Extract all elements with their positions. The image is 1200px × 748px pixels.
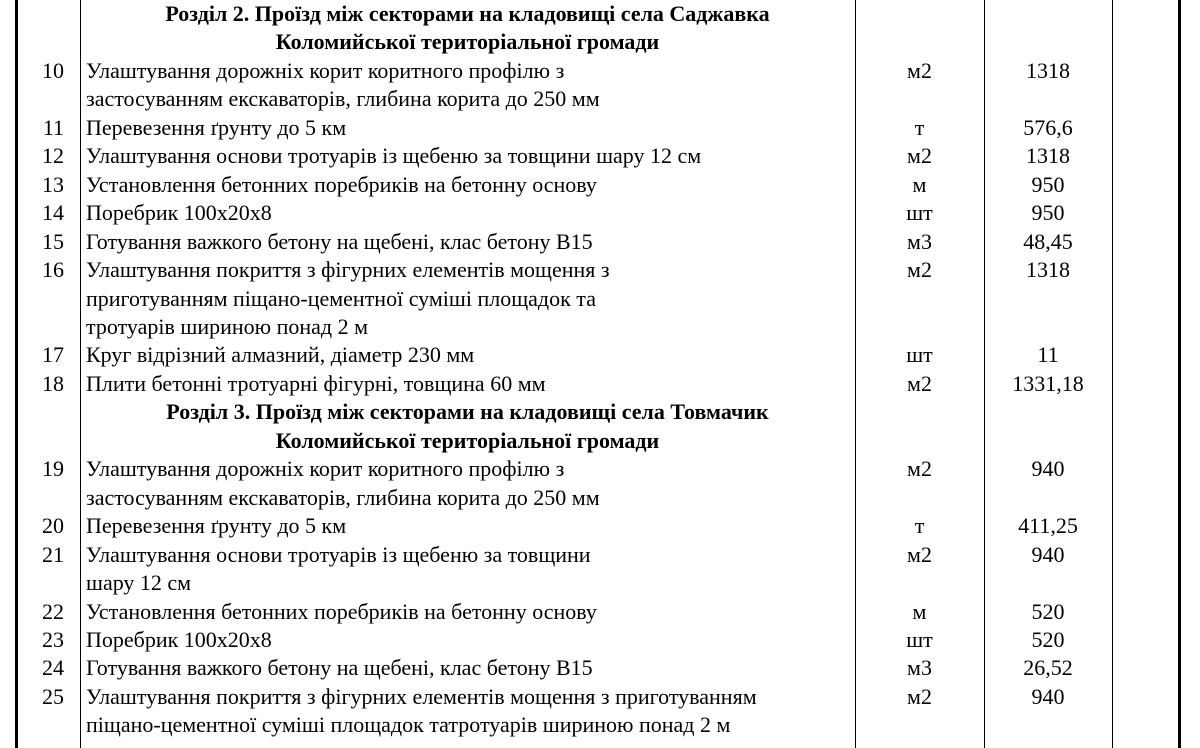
unit-of-measure: м2 xyxy=(907,456,932,482)
table-row xyxy=(0,171,1200,199)
quantity: 940 xyxy=(1031,683,1065,709)
unit-of-measure: м xyxy=(912,598,927,624)
work-description xyxy=(80,541,855,598)
work-description xyxy=(80,654,855,682)
table-row xyxy=(0,142,1200,170)
description-line: Установлення бетонних поребриків на бетонну основу xyxy=(86,598,597,624)
table-row xyxy=(0,598,1200,626)
work-description xyxy=(80,171,855,199)
unit-of-measure: м2 xyxy=(907,541,932,567)
description-line: Перевезення ґрунту до 5 км xyxy=(86,114,347,140)
work-description xyxy=(80,512,855,540)
row-number: 20 xyxy=(42,513,64,539)
quantity: 950 xyxy=(1031,200,1065,226)
work-description xyxy=(80,199,855,227)
quantity: 940 xyxy=(1031,541,1065,567)
work-description xyxy=(80,57,855,114)
table-row xyxy=(0,683,1200,740)
description-line: Улаштування основи тротуарів із щебеню за товщини шару 12 см xyxy=(86,143,702,169)
quantity: 1318 xyxy=(1026,257,1070,283)
table-row xyxy=(0,370,1200,398)
unit-of-measure: шт xyxy=(906,626,933,652)
work-description xyxy=(80,683,855,740)
description-line: тротуарів шириною понад 2 м xyxy=(86,313,369,339)
work-description xyxy=(80,256,855,341)
table-row xyxy=(0,654,1200,682)
quantity: 411,25 xyxy=(1018,513,1078,539)
quantity: 940 xyxy=(1031,456,1065,482)
description-line: Улаштування покриття з фігурних елементів мощення з приготуванням xyxy=(86,683,757,709)
quantity: 576,6 xyxy=(1023,114,1073,140)
quantity: 1331,18 xyxy=(1012,370,1084,396)
row-number: 22 xyxy=(42,598,64,624)
row-number: 25 xyxy=(42,683,64,709)
quantity: 950 xyxy=(1031,171,1065,197)
row-number: 24 xyxy=(42,655,64,681)
section-title-line: Коломийської територіальної громади xyxy=(275,29,660,55)
description-line: Готування важкого бетону на щебені, клас бетону В15 xyxy=(86,655,593,681)
section-header xyxy=(0,0,1200,57)
work-description xyxy=(80,142,855,170)
row-number: 12 xyxy=(42,143,64,169)
unit-of-measure: м xyxy=(912,171,927,197)
quantity: 26,52 xyxy=(1023,655,1073,681)
unit-of-measure: м2 xyxy=(907,143,932,169)
unit-of-measure: м2 xyxy=(907,257,932,283)
section-title-line: Розділ 2. Проїзд між секторами на кладовищі села Саджавка xyxy=(165,1,770,26)
description-line: застосуванням екскаваторів, глибина корита до 250 мм xyxy=(86,86,600,112)
work-description xyxy=(80,341,855,369)
table-row xyxy=(0,57,1200,114)
unit-of-measure: шт xyxy=(906,342,933,368)
description-line: Установлення бетонних поребриків на бетонну основу xyxy=(86,171,597,197)
table-row xyxy=(0,341,1200,369)
description-line: Поребрик 100х20х8 xyxy=(86,200,272,226)
row-number: 15 xyxy=(42,228,64,254)
row-number: 17 xyxy=(42,342,64,368)
quantity: 1318 xyxy=(1026,57,1070,83)
table-row xyxy=(0,228,1200,256)
description-line: приготуванням піщано-цементної суміші площадок та xyxy=(86,285,596,311)
section-title-line: Коломийської територіальної громади xyxy=(275,427,660,453)
row-number: 14 xyxy=(42,200,64,226)
row-number: 11 xyxy=(42,114,64,140)
description-line: Улаштування основи тротуарів із щебеню за товщини xyxy=(86,541,591,567)
quantity: 520 xyxy=(1031,598,1065,624)
description-line: піщано-цементної суміші площадок татротуарів шириною понад 2 м xyxy=(86,712,731,738)
section-title xyxy=(80,398,855,455)
work-description xyxy=(80,455,855,512)
table-row xyxy=(0,541,1200,598)
unit-of-measure: т xyxy=(914,513,925,539)
row-number: 21 xyxy=(42,541,64,567)
row-number: 10 xyxy=(42,57,64,83)
description-line: Улаштування покриття з фігурних елементів мощення з xyxy=(86,257,610,283)
section-header xyxy=(0,398,1200,455)
table-row xyxy=(0,199,1200,227)
unit-of-measure: т xyxy=(914,114,925,140)
description-line: Улаштування дорожніх корит коритного профілю з xyxy=(86,456,565,482)
row-number: 19 xyxy=(42,456,64,482)
quantity: 48,45 xyxy=(1023,228,1073,254)
table-row xyxy=(0,256,1200,341)
description-line: Поребрик 100х20х8 xyxy=(86,626,272,652)
table-row xyxy=(0,114,1200,142)
table-row xyxy=(0,455,1200,512)
unit-of-measure: м3 xyxy=(907,228,932,254)
unit-of-measure: м3 xyxy=(907,655,932,681)
unit-of-measure: шт xyxy=(906,200,933,226)
description-line: Плити бетонні тротуарні фігурні, товщина 60 мм xyxy=(86,370,546,396)
section-title xyxy=(80,0,855,57)
unit-of-measure: м2 xyxy=(907,683,932,709)
row-number: 18 xyxy=(42,370,64,396)
unit-of-measure: м2 xyxy=(907,57,932,83)
table-row xyxy=(0,512,1200,540)
description-line: Готування важкого бетону на щебені, клас бетону В15 xyxy=(86,228,593,254)
quantity: 11 xyxy=(1037,342,1059,368)
work-description xyxy=(80,370,855,398)
quantity: 1318 xyxy=(1026,143,1070,169)
unit-of-measure: м2 xyxy=(907,370,932,396)
description-line: шару 12 см xyxy=(86,570,192,596)
work-description xyxy=(80,228,855,256)
work-description xyxy=(80,598,855,626)
row-number: 23 xyxy=(42,626,64,652)
description-line: Улаштування дорожніх корит коритного профілю з xyxy=(86,57,565,83)
quantity: 520 xyxy=(1031,626,1065,652)
row-number: 13 xyxy=(42,171,64,197)
description-line: Круг відрізний алмазний, діаметр 230 мм xyxy=(86,342,475,368)
description-line: Перевезення ґрунту до 5 км xyxy=(86,513,347,539)
row-number: 16 xyxy=(42,257,64,283)
description-line: застосуванням екскаваторів, глибина корита до 250 мм xyxy=(86,484,600,510)
work-description xyxy=(80,114,855,142)
section-title-line: Розділ 3. Проїзд між секторами на кладовищі села Товмачик xyxy=(166,399,769,425)
table-row xyxy=(0,626,1200,654)
work-description xyxy=(80,626,855,654)
